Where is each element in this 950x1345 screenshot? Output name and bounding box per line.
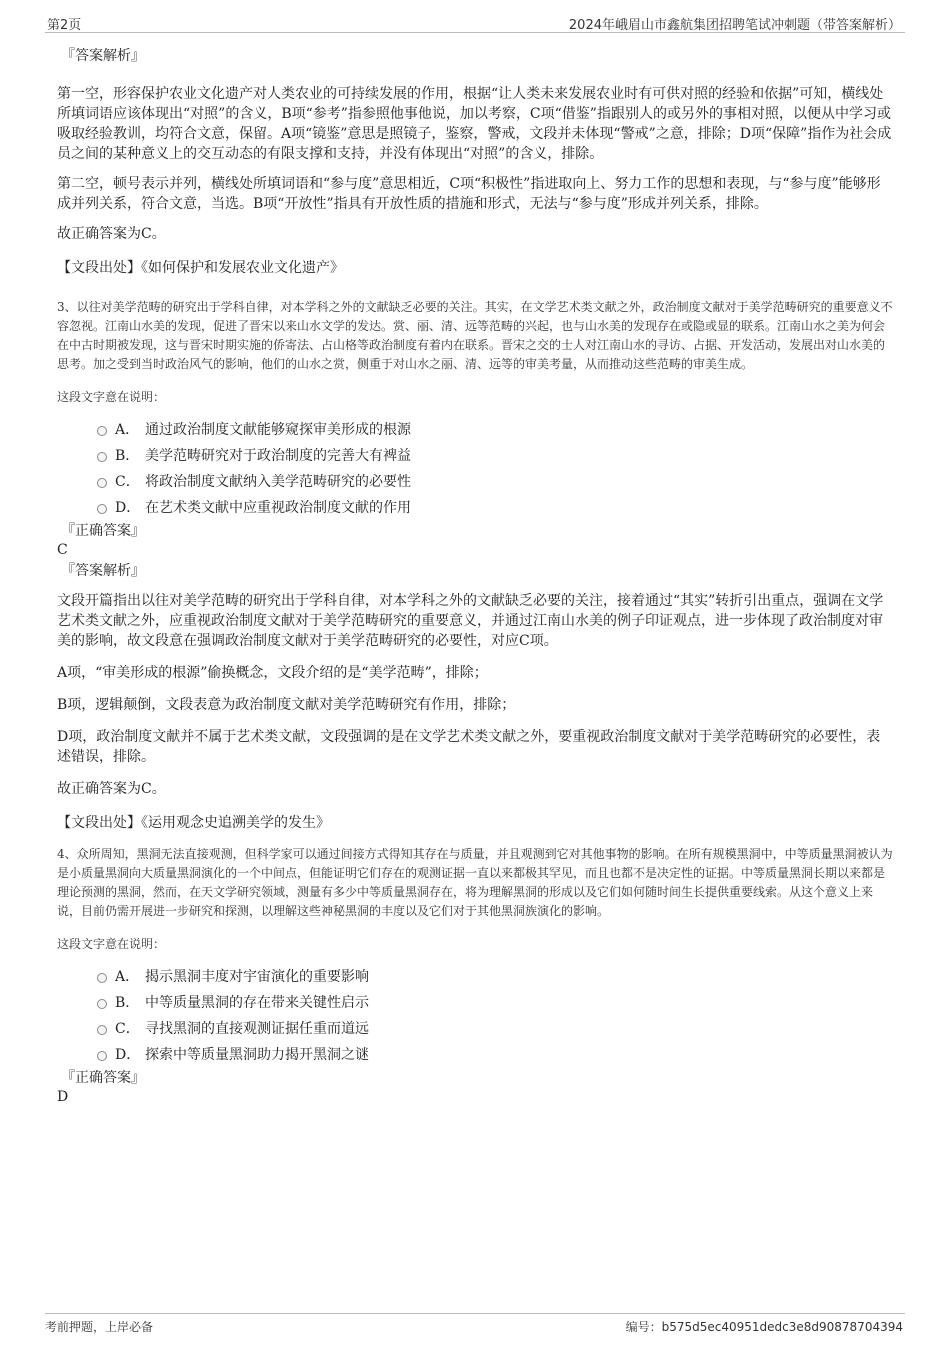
q3-analysis-p3: B项，逻辑颠倒，文段表意为政治制度文献对美学范畴研究有作用，排除； xyxy=(57,697,516,713)
q4-stem: 4、众所周知，黑洞无法直接观测，但科学家可以通过间接方式得知其存在与质量，并且观测到它对其他事物的影响。在所有规模黑洞中，中等质量黑洞被认为是小质量黑洞向大质量黑洞演化的一个中间点，但能证明它们存在的观测证据一直以来都极其罕见，而且也都不是决定性的证据。中等质量黑洞长期以来都是理论预测的黑洞，然而，在天文学研究领域，测量有多少中等质量黑洞存在，将为理解黑洞的形成以及它们如何随时间生长提供重要线索。从这个意义上来说，目前仍需开展进一步研究和探测，以理解这些神秘黑洞的丰度以及它们对于其他黑洞族演化的影响。 xyxy=(57,847,893,918)
q3-correct-title: 『正确答案』 xyxy=(61,523,145,539)
page-footer xyxy=(45,1313,905,1338)
radio-icon[interactable] xyxy=(97,426,107,436)
q2-analysis-p1: 第一空，形容保护农业文化遗产对人类农业的可持续发展的作用，根据“让人类未来发展农业时有可供对照的经验和依据”可知，横线处所填词语应该体现出“对照”的含义，B项“参考”指参照他事他说，加以考察，C项“借鉴”指跟别人的或另外的事相对照，以便从中学习或吸取经验教训，均符合文意，保留。A项“镜鉴”意思是照镜子，鉴察，警戒，文段并未体现“警戒”之意，排除；D项“保障”指作为社会成员之间的某种意义上的交互动态的有限支撑和支持，并没有体现出“对照”的含义，排除。 xyxy=(57,86,892,162)
radio-icon[interactable] xyxy=(97,973,107,983)
q4-prompt: 这段文字意在说明： xyxy=(57,937,166,951)
footer-serial-number: 编号：b575d5ec40951dedc3e8d90878704394 xyxy=(625,1320,903,1334)
q3-prompt: 这段文字意在说明： xyxy=(57,390,166,404)
radio-icon[interactable] xyxy=(97,478,107,488)
q3-stem: 3、以往对美学范畴的研究出于学科自律，对本学科之外的文献缺乏必要的关注。其实，在文学艺术类文献之外，政治制度文献对于美学范畴研究的重要意义不容忽视。江南山水美的发现，促进了晋宋以来山水文学的发达。赏、丽、清、远等范畴的兴起，也与山水美的发现存在或隐或显的联系。江南山水之美为何会在中古时期被发现，这与晋宋时期实施的侨寄法、占山格等政治制度有着内在联系。晋宋之交的士人对江南山水的寻访、占据、开发活动，发展出对山水美的思考。加之受到当时政治风气的影响，他们的山水之赏，侧重于对山水之丽、清、远等的审美考量，从而推动这些范畴的审美生成。 xyxy=(57,300,893,371)
radio-icon[interactable] xyxy=(97,504,107,514)
footer-slogan: 考前押题，上岸必备 xyxy=(45,1320,154,1334)
q3-analysis-p1: 文段开篇指出以往对美学范畴的研究出于学科自律，对本学科之外的文献缺乏必要的关注，接着通过“其实”转折引出重点，强调在文学艺术类文献之外，应重视政治制度文献对于美学范畴研究的重要意义，并通过江南山水美的例子印证观点，进一步体现了政治制度对审美的影响，故文段意在强调政治制度文献对于美学范畴研究的必要性，对应C项。 xyxy=(57,593,884,649)
q4-correct-title: 『正确答案』 xyxy=(61,1070,145,1086)
q4-option-c[interactable]: C． 寻找黑洞的直接观测证据任重而道远 xyxy=(57,1016,893,1042)
q3-analysis-p2: A项，“审美形成的根源”偷换概念，文段介绍的是“美学范畴”，排除； xyxy=(57,665,488,681)
q3-source: 【文段出处】《运用观念史追溯美学的发生》 xyxy=(57,815,330,831)
q2-source: 【文段出处】《如何保护和发展农业文化遗产》 xyxy=(57,260,344,276)
page-content xyxy=(57,42,893,1106)
q4-options xyxy=(57,964,893,1068)
q3-analysis-p4: D项，政治制度文献并不属于艺术类文献，文段强调的是在文学艺术类文献之外，要重视政治制度文献对于美学范畴研究的必要性，表述错误，排除。 xyxy=(57,729,881,765)
q4-option-a[interactable]: A． 揭示黑洞丰度对宇宙演化的重要影响 xyxy=(57,964,893,990)
q4-option-d[interactable]: D． 探索中等质量黑洞助力揭开黑洞之谜 xyxy=(57,1042,893,1068)
q3-option-d[interactable]: D． 在艺术类文献中应重视政治制度文献的作用 xyxy=(57,495,893,521)
q4-correct-answer: D xyxy=(57,1089,69,1105)
q2-conclusion: 故正确答案为C。 xyxy=(57,226,166,242)
q4-option-b[interactable]: B． 中等质量黑洞的存在带来关键性启示 xyxy=(57,990,893,1016)
page-number: 第2页 xyxy=(47,18,82,33)
q2-analysis-title: 『答案解析』 xyxy=(61,48,145,64)
q3-analysis-title: 『答案解析』 xyxy=(61,563,145,579)
q3-option-a[interactable]: A． 通过政治制度文献能够窥探审美形成的根源 xyxy=(57,417,893,443)
document-title: 2024年峨眉山市鑫航集团招聘笔试冲刺题（带答案解析） xyxy=(568,18,901,33)
q3-option-b[interactable]: B． 美学范畴研究对于政治制度的完善大有裨益 xyxy=(57,443,893,469)
q3-options xyxy=(57,417,893,521)
q2-analysis-p2: 第二空，顿号表示并列，横线处所填词语和“参与度”意思相近，C项“积极性”指进取向上、努力工作的思想和表现，与“参与度”能够形成并列关系，符合文意，当选。B项“开放性”指具有开放性质的措施和形式，无法与“参与度”形成并列关系，排除。 xyxy=(57,176,881,212)
radio-icon[interactable] xyxy=(97,1051,107,1061)
q3-conclusion: 故正确答案为C。 xyxy=(57,781,166,797)
q3-option-c[interactable]: C． 将政治制度文献纳入美学范畴研究的必要性 xyxy=(57,469,893,495)
radio-icon[interactable] xyxy=(97,452,107,462)
radio-icon[interactable] xyxy=(97,999,107,1009)
page-header xyxy=(45,10,905,33)
q3-correct-answer: C xyxy=(57,542,68,558)
radio-icon[interactable] xyxy=(97,1025,107,1035)
